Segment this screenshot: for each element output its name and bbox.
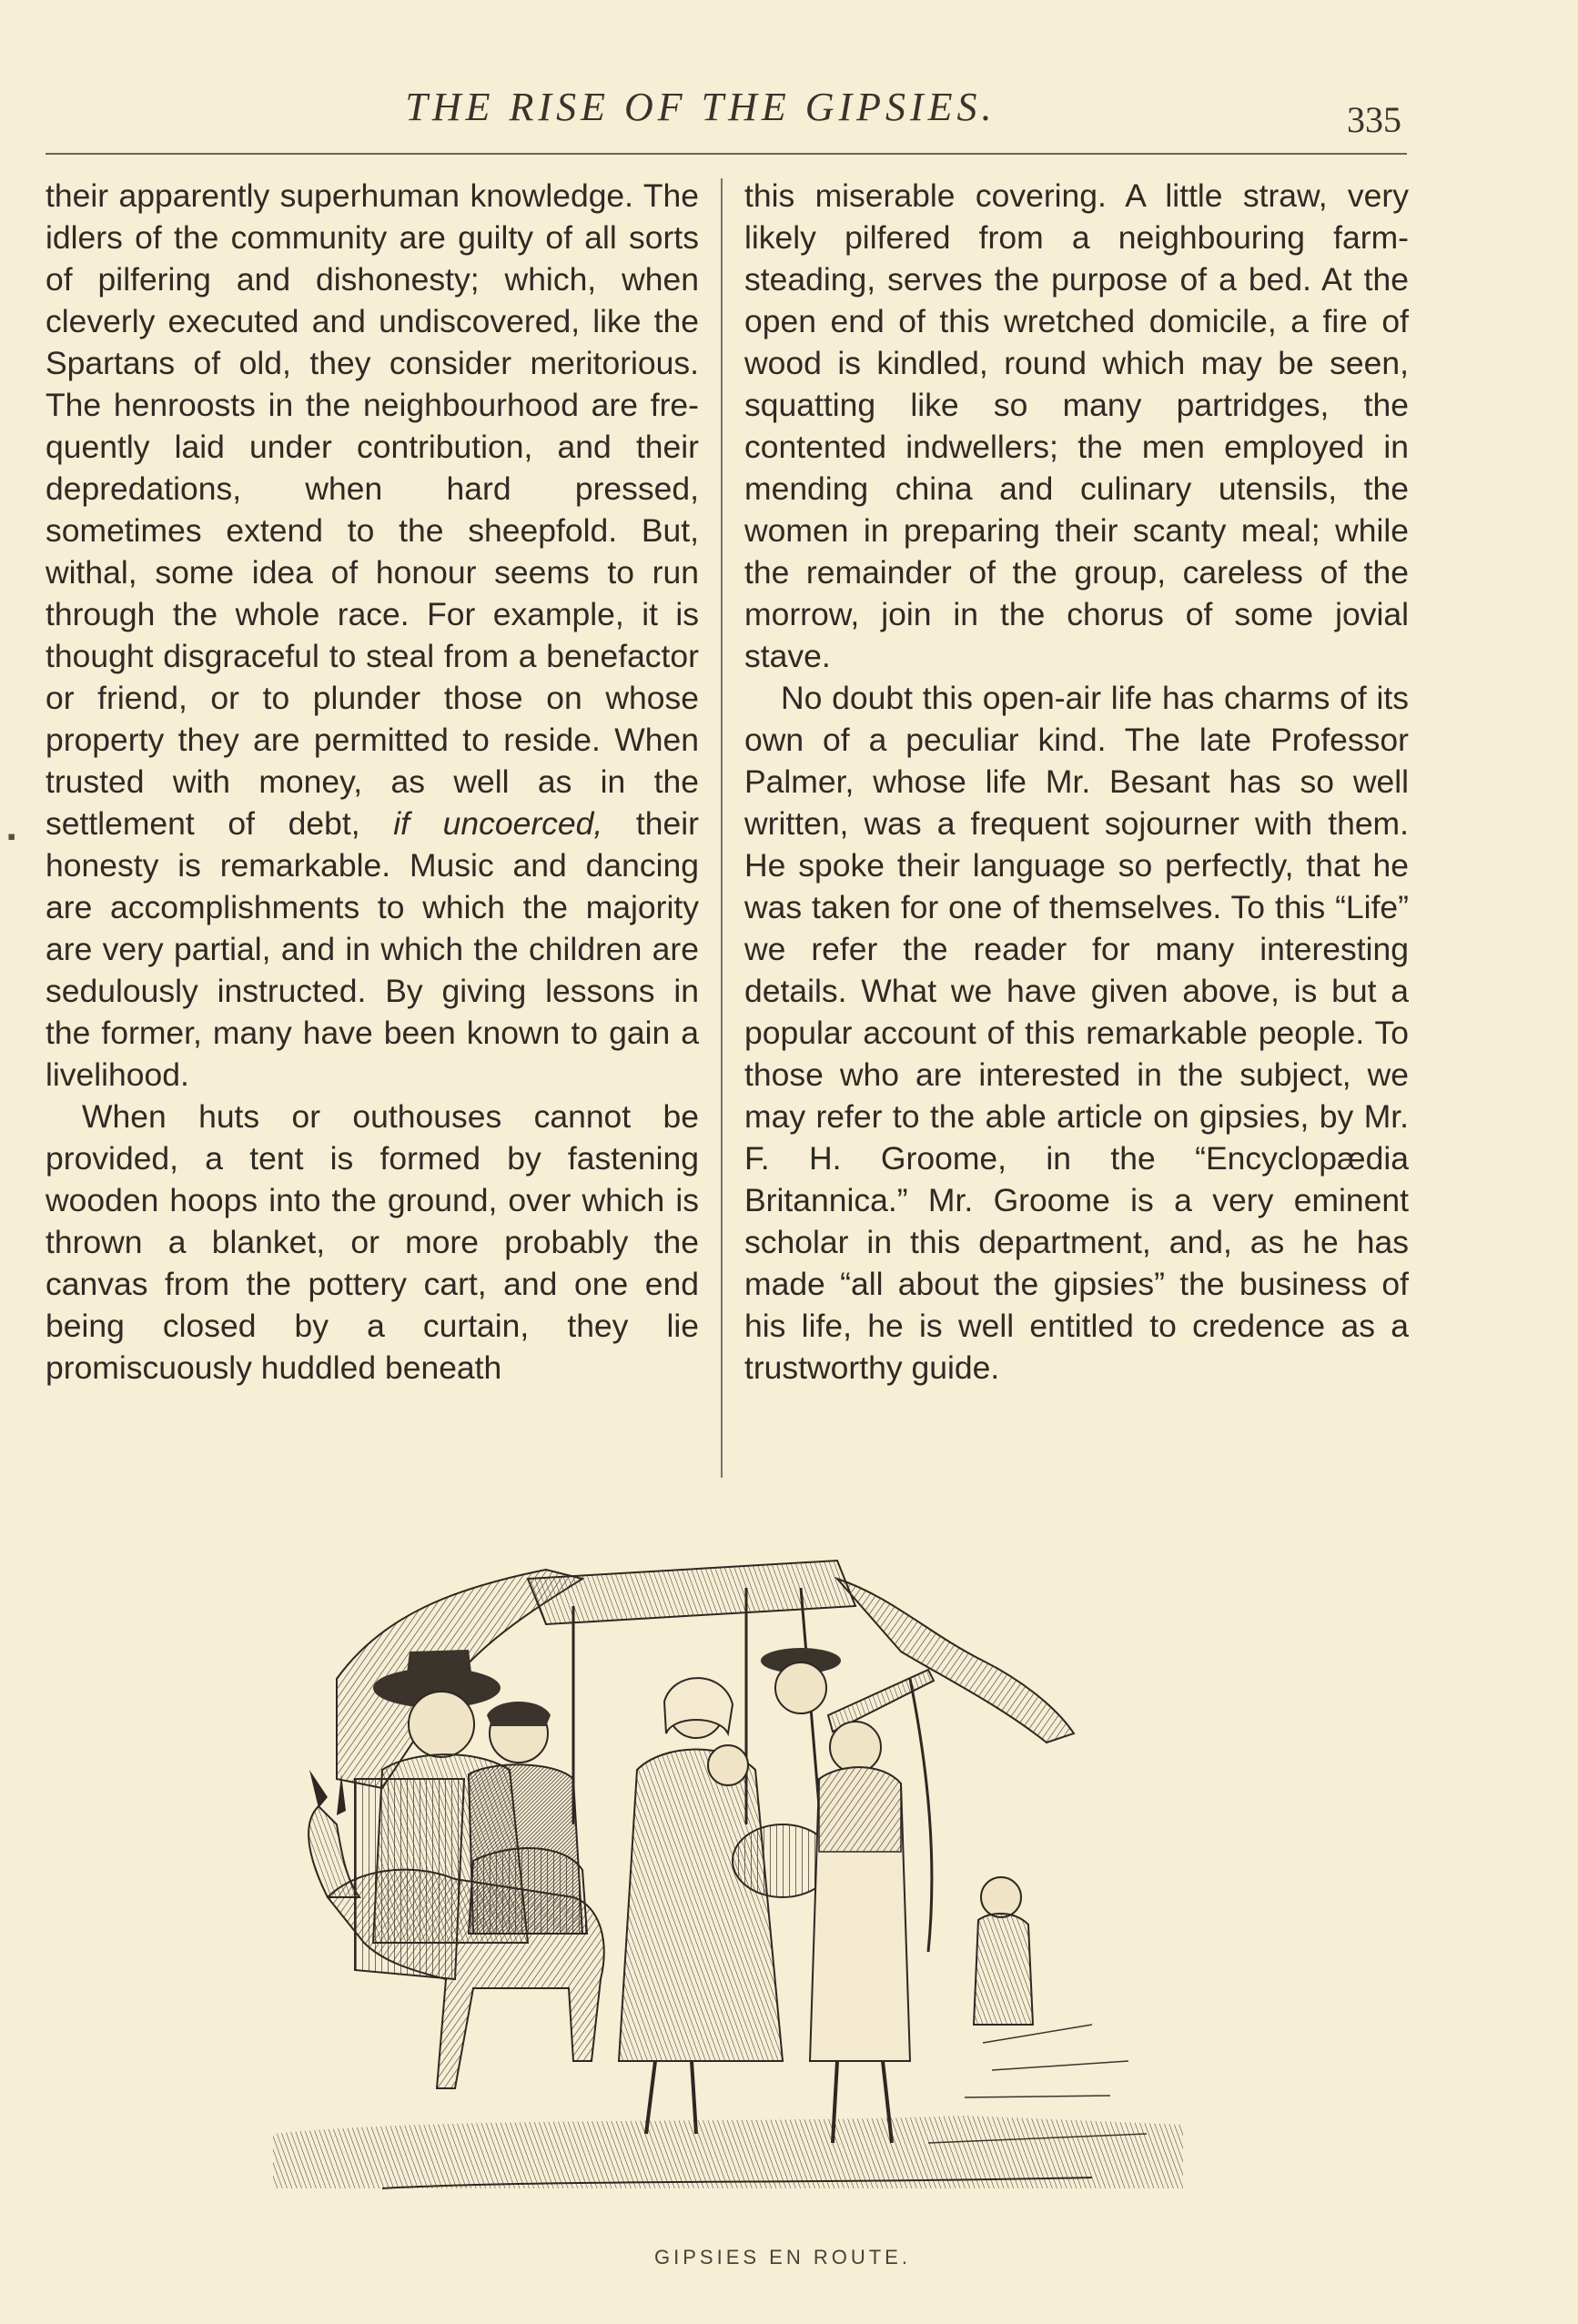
left-paragraph-2: When huts or outhouses cannot be provided, a tent is formed by fastening wooden hoops into the ground, over which is thrown a blanket, or more probably the canvas from the pottery cart, and one end being closed by a curtain, they lie promiscuously huddled beneath <box>46 1098 699 1386</box>
right-column <box>744 175 1409 1389</box>
left-paragraph-1 <box>46 175 699 1096</box>
margin-dot: ▪ <box>7 824 16 850</box>
gipsies-en-route-engraving <box>273 1551 1183 2216</box>
illustration-caption: GIPSIES EN ROUTE. <box>654 2246 911 2268</box>
ground <box>273 2116 1183 2188</box>
right-paragraph-1: this miserable covering. A little straw, very likely pilfered from a neighbouring farm-steading, serves the purpose of a bed. At the open end of this wretched domicile, a fire of wood is kindled, round which may be seen, squatting like so many partridges, the contented indwellers; the men employed in mending china and culinary utensils, the women in preparing their scanty meal; while the remainder of the group, careless of the morrow, join in the chorus of some jovial stave. <box>744 177 1409 674</box>
page-number: 335 <box>1347 99 1401 140</box>
left-paragraph-1-tail: their honesty is remarkable. Music and dancing are accomplishments to which the majority are very partial, and in which the children are sedulously instructed. By giving lessons in the former, many have been known to gain a livelihood. <box>46 805 699 1093</box>
child-right-body <box>974 1914 1033 2025</box>
child-head <box>708 1745 748 1785</box>
right-paragraph-2: No doubt this open-air life has charms of its own of a peculiar kind. The late Professor Palmer, whose life Mr. Besant has so well written, was a frequent sojourner with them. He spoke their language so perfectly, that he was taken for one of themselves. To this “Life” we refer the reader for many interesting details. What we have given above, is but a popular account of this remarkable people. To those who are interested in the subject, we may refer to the able article on gipsies, by Mr. F. H. Groome, in the “Encyclopædia Britannica.” Mr. Groome is a very eminent scholar in this department, and, as he has made “all about the gipsies” the business of his life, he is well entitled to credence as a trustworthy guide. <box>744 680 1409 1386</box>
man-head <box>409 1692 474 1757</box>
second-woman-head <box>830 1722 881 1773</box>
header-rule <box>46 153 1407 155</box>
child-right-head <box>981 1877 1021 1917</box>
tree-branch <box>837 1579 1074 1743</box>
column-divider <box>721 178 723 1478</box>
tree-trunk <box>910 1679 932 1952</box>
running-title: THE RISE OF THE GIPSIES. <box>405 85 996 129</box>
donkey-head <box>309 1806 359 1897</box>
donkey-pack <box>469 1848 587 1934</box>
tent-canopy <box>528 1561 855 1624</box>
woman-dress <box>619 1750 783 2062</box>
left-column <box>46 175 699 1389</box>
second-woman-shawl <box>819 1767 901 1852</box>
man-hat-crown <box>405 1650 473 1688</box>
left-paragraph-1-text: their apparently superhuman knowledge. The idlers of the community are guilty of all sorts of pilfering and dishonesty; which, when cleverly executed and undiscovered, like the Spartans of old, they consider meritorious. The henroosts in the neighbourhood are frequently laid under contribution, and their depredations, when hard pressed, sometimes extend to the sheepfold. But, withal, some idea of honour seems to run through the whole race. For example, it is thought disgraceful to steal from a benefactor or friend, or to plunder those on whose property they are permitted to reside. When trusted with money, as well as in the settlement of debt, <box>46 177 699 842</box>
italic-phrase: if uncoerced, <box>393 805 603 842</box>
pointing-man-head <box>775 1662 826 1713</box>
second-man-cap <box>487 1702 551 1726</box>
